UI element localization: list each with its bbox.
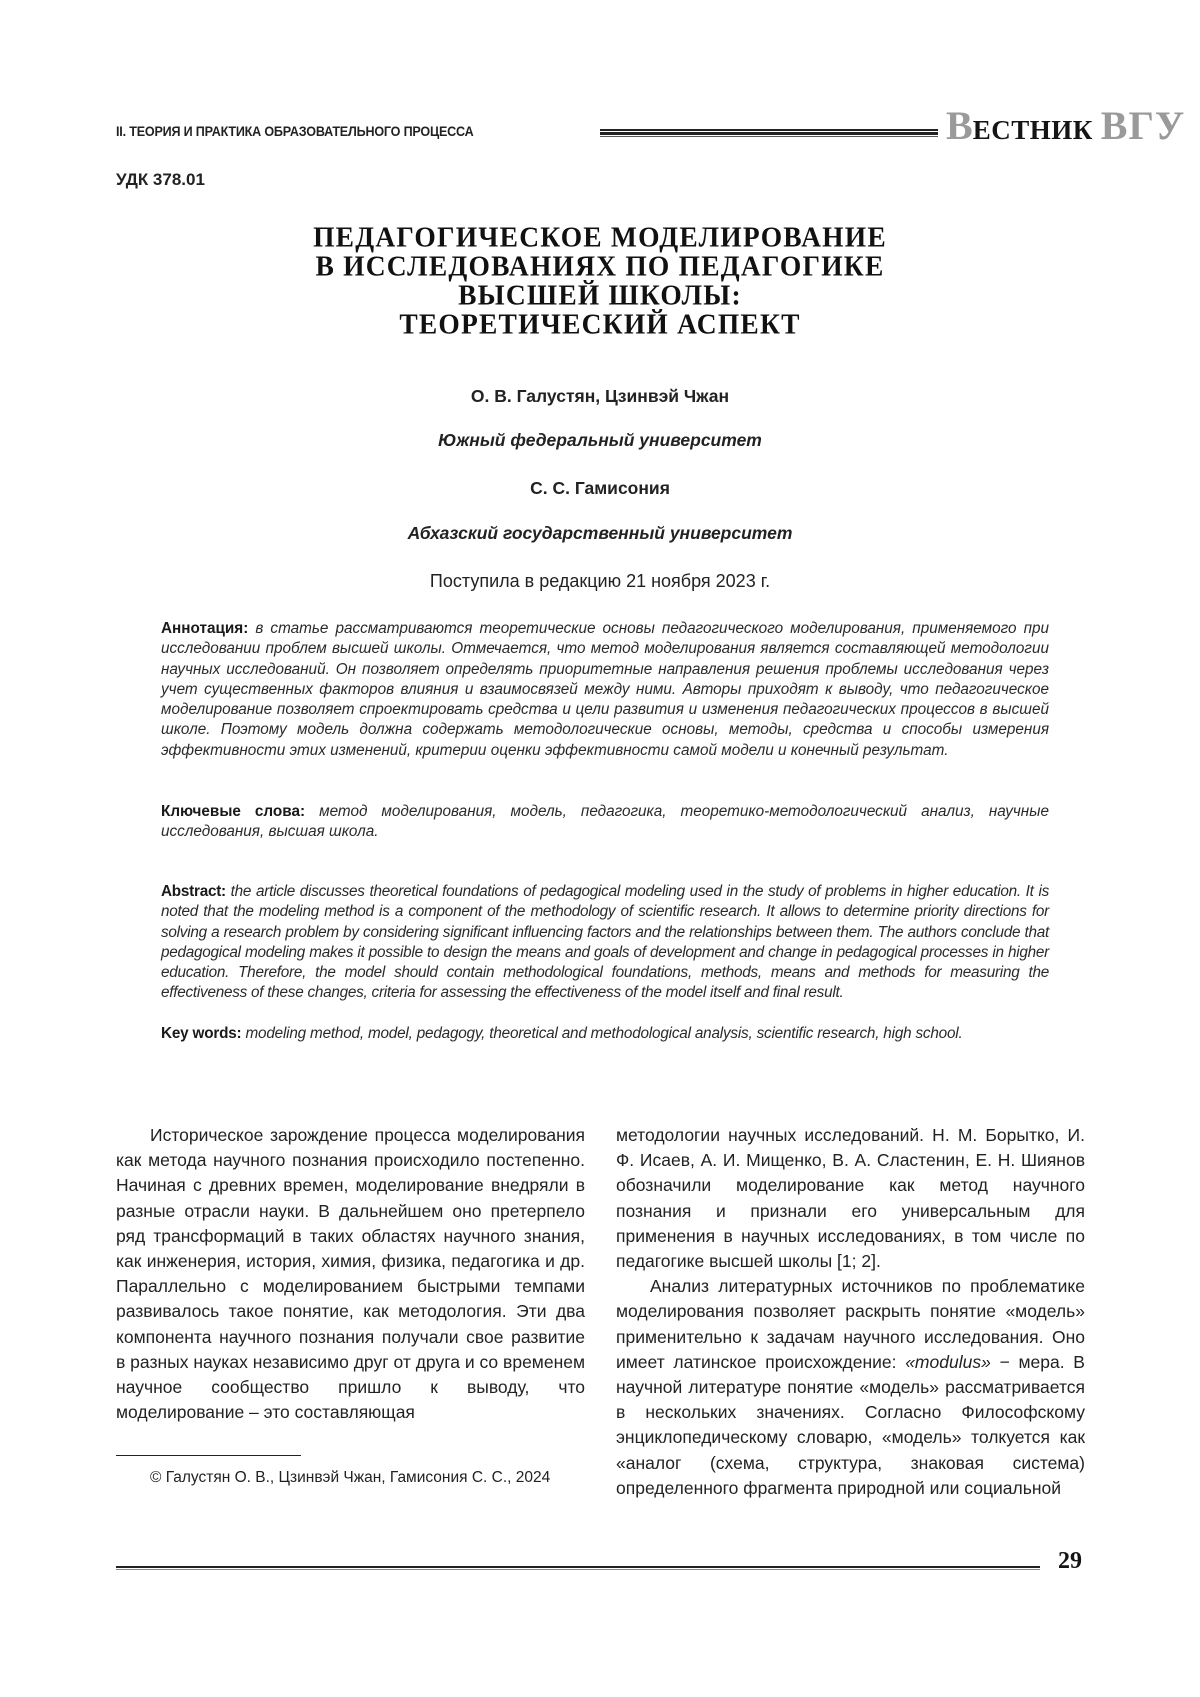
keywords-text: метод моделирования, модель, педагогика, теоретико-методологический анализ, научные исследования, высшая школа. [161, 803, 1049, 841]
paragraph-text: − мера. В научной литературе понятие «модель» рассматривается в нескольких значениях. Согласно Философскому энциклопедическому словарю, «модель» толкуется как «аналог (схема, структура, знаковая система) определенного фрагмента природной или социальной [616, 1351, 1085, 1498]
title-line: ПЕДАГОГИЧЕСКОЕ МОДЕЛИРОВАНИЕ [313, 220, 887, 253]
authors-group-1: О. В. Галустян, Цзинвэй Чжан [470, 386, 730, 406]
udk-code: УДК 378.01 [116, 170, 205, 189]
keywords-en [161, 1024, 1049, 1044]
latin-term: «modulus» [905, 1351, 991, 1372]
section-title: II. ТЕОРИЯ И ПРАКТИКА ОБРАЗОВАТЕЛЬНОГО ПРОЦЕССА [116, 124, 474, 139]
body-paragraph [616, 1274, 1085, 1501]
copyright-footnote: © Галустян О. В., Цзинвэй Чжан, Гамисония С. С., 2024 [150, 1469, 551, 1486]
keywords-ru [161, 802, 1049, 843]
abstract-label: Abstract: [161, 883, 226, 900]
keywords-label: Ключевые слова: [161, 803, 306, 820]
affiliation-1: Южный федеральный университет [438, 430, 762, 450]
journal-abbr: ВГУ [1100, 103, 1186, 148]
abstract-text: the article discusses theoretical foundations of pedagogical modeling used in the study of problems in higher education. It is noted that the modeling method is a component of the methodology of scientific research. It allows to determine priority directions for solving a research problem by considering significant influencing factors and the relationships between them. The authors conclude that pedagogical modeling makes it possible to design the means and goals of development and change in pedagogical processes in higher education. Therefore, the model should contain methodological foundations, methods, means and methods for measuring the effectiveness of these changes, criteria for assessing the effectiveness of the model itself and final result. [161, 883, 1049, 1002]
annotation-ru [161, 619, 1049, 761]
journal-name-rest: ЕСТНИК [972, 115, 1093, 145]
page-number: 29 [1058, 1548, 1082, 1574]
keywords-en-label: Key words: [161, 1025, 242, 1042]
footer-rule [116, 1566, 1040, 1570]
abstract-en [161, 882, 1049, 1004]
header-rule [600, 129, 938, 137]
keywords-en-text: modeling method, model, pedagogy, theoretical and methodological analysis, scientific research, high school. [241, 1025, 963, 1042]
annotation-text: в статье рассматриваются теоретические основы педагогического моделирования, применяемого при исследовании проблем высшей школы. Отмечается, что метод моделирования является составляющей методологии научных исследований. Он позволяет определять приоритетные направления решения проблемы исследования через учет существенных факторов влияния и взаимосвязей между ними. Авторы приходят к выводу, что педагогическое моделирование позволяет спроектировать средства и цели развития и изменения педагогических процессов в высшей школе. Поэтому модель должна содержать методологические основы, методы, средства и способы измерения эффективности этих изменений, критерии оценки эффективности самой модели и конечный результат. [161, 620, 1049, 759]
affiliation-2: Абхазский государственный университет [407, 523, 793, 543]
received-date: Поступила в редакцию 21 ноября 2023 г. [429, 571, 771, 591]
title-line: В ИССЛЕДОВАНИЯХ ПО ПЕДАГОГИКЕ [315, 249, 885, 282]
body-column-right [616, 1123, 1085, 1501]
authors-group-2: С. С. Гамисония [530, 478, 670, 498]
running-header [116, 103, 1186, 148]
paragraph-text: Анализ литературных источников по проблематике моделирования позволяет раскрыть понятие «модель» применительно к задачам научного исследования. Оно имеет латинское происхождение: [616, 1276, 1085, 1372]
journal-logo [946, 102, 1185, 149]
title-line: ВЫСШЕЙ ШКОЛЫ: [458, 278, 742, 311]
body-paragraph: методологии научных исследований. Н. М. Борытко, И. Ф. Исаев, А. И. Мищенко, В. А. Сластенин, Е. Н. Шиянов обозначили моделирование как метод научного познания и признали его универсальным для применения в научных исследованиях, в том числе по педагогике высшей школы [1; 2]. [616, 1125, 1085, 1272]
annotation-label: Аннотация: [161, 620, 249, 637]
journal-initial: В [946, 103, 973, 148]
body-paragraph: Историческое зарождение процесса моделирования как метода научного познания происходило постепенно. Начиная с древних времен, моделирование внедряли в разные отрасли науки. В дальнейшем оно претерпело ряд трансформаций в таких областях научного знания, как инженерия, история, химия, физика, педагогика и др. Параллельно с моделированием быстрыми темпами развивалось такое понятие, как методология. Эти два компонента научного познания получали свое развитие в разных науках независимо друг от друга и со временем научное сообщество пришло к выводу, что моделирование – это составляющая [116, 1125, 585, 1423]
footnote-rule [116, 1455, 301, 1456]
title-line: ТЕОРЕТИЧЕСКИЙ АСПЕКТ [399, 307, 801, 340]
body-column-left [116, 1123, 585, 1425]
article-title [150, 222, 1050, 338]
